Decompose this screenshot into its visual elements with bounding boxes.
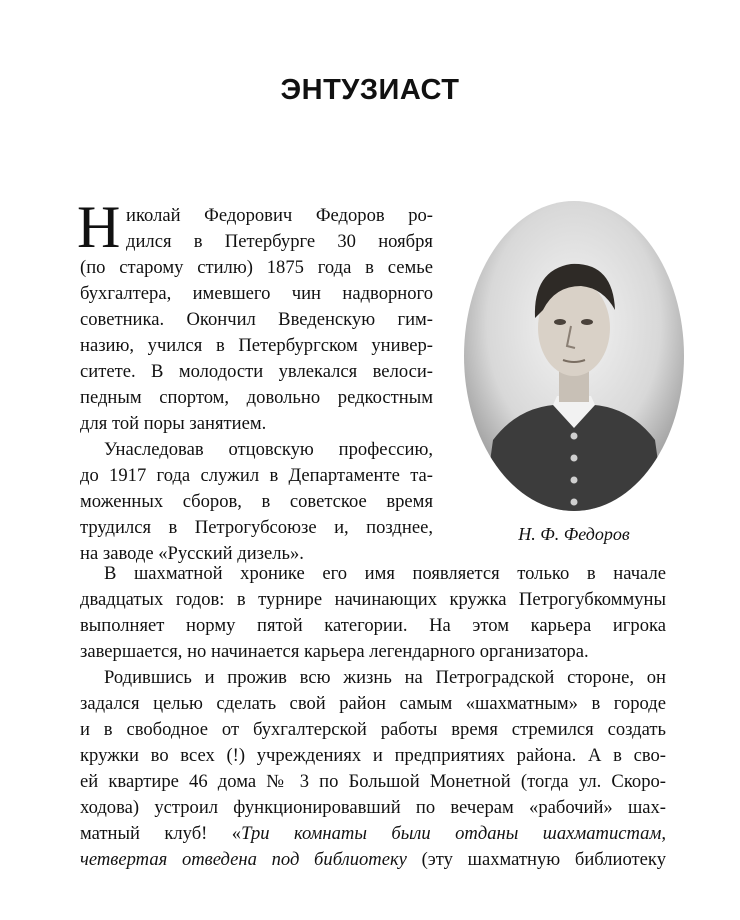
text-line: бухгалтера, имевшего чин надворного — [80, 283, 433, 304]
chapter-title: ЭНТУЗИАСТ — [280, 74, 460, 106]
text-line: (по старому стилю) 1875 года в семье — [80, 257, 433, 278]
portrait-photo — [463, 200, 685, 512]
text-line: завершается, но начинается карьера легендарного организатора. — [80, 641, 589, 662]
text-line: советника. Окончил Введенскую гим- — [80, 309, 433, 330]
portrait-caption: Н. Ф. Федоров — [518, 524, 630, 544]
text-line: назию, учился в Петербургском универ- — [80, 335, 433, 356]
text-line: выполняет норму пятой категории. На этом карьера игрока — [80, 615, 666, 636]
text-line: дился в Петербурге 30 ноября — [126, 231, 433, 252]
text-line: на заводе «Русский дизель». — [80, 543, 304, 564]
text-line: кружки во всех (!) учреждениях и предприятиях района. А в сво- — [80, 745, 666, 766]
text-line: задался целью сделать свой район самым «шахматным» в городе — [80, 693, 666, 714]
text-line: моженных сборов, в советское время — [80, 491, 433, 512]
text-line: ходова) устроил функционировавший по вечерам «рабочий» шах- — [80, 797, 666, 818]
drop-cap: Н — [77, 194, 121, 260]
text-line — [80, 847, 666, 873]
text-line-italic: четвертая отведена под библиотеку — [80, 849, 407, 870]
text-line: и в свободное от бухгалтерской работы время стремился создать — [80, 719, 666, 740]
text-line: для той поры занятием. — [80, 413, 267, 434]
text-line-plain: (эту шахматную библиотеку — [406, 849, 666, 870]
text-line: ей квартире 46 дома № 3 по Большой Монетной (тогда ул. Скоро- — [80, 771, 666, 792]
text-line: ситете. В молодости увлекался велоси- — [80, 361, 433, 382]
text-line-italic: Три комнаты были отданы шахматистам, — [241, 823, 666, 844]
text-line: Родившись и прожив всю жизнь на Петроградской стороне, он — [104, 667, 666, 688]
text-line: иколай Федорович Федоров ро- — [126, 205, 433, 226]
text-line: до 1917 года служил в Департаменте та- — [80, 465, 433, 486]
text-line: В шахматной хронике его имя появляется только в начале — [104, 563, 666, 584]
text-line: трудился в Петрогубсоюзе и, позднее, — [80, 517, 433, 538]
text-line: педным спортом, довольно редкостным — [80, 387, 433, 408]
text-line-plain: матный клуб! « — [80, 823, 242, 844]
text-line — [80, 821, 666, 847]
text-line: Унаследовав отцовскую профессию, — [104, 439, 433, 460]
text-line: двадцатых годов: в турнире начинающих кружка Петрогубкоммуны — [80, 589, 666, 610]
